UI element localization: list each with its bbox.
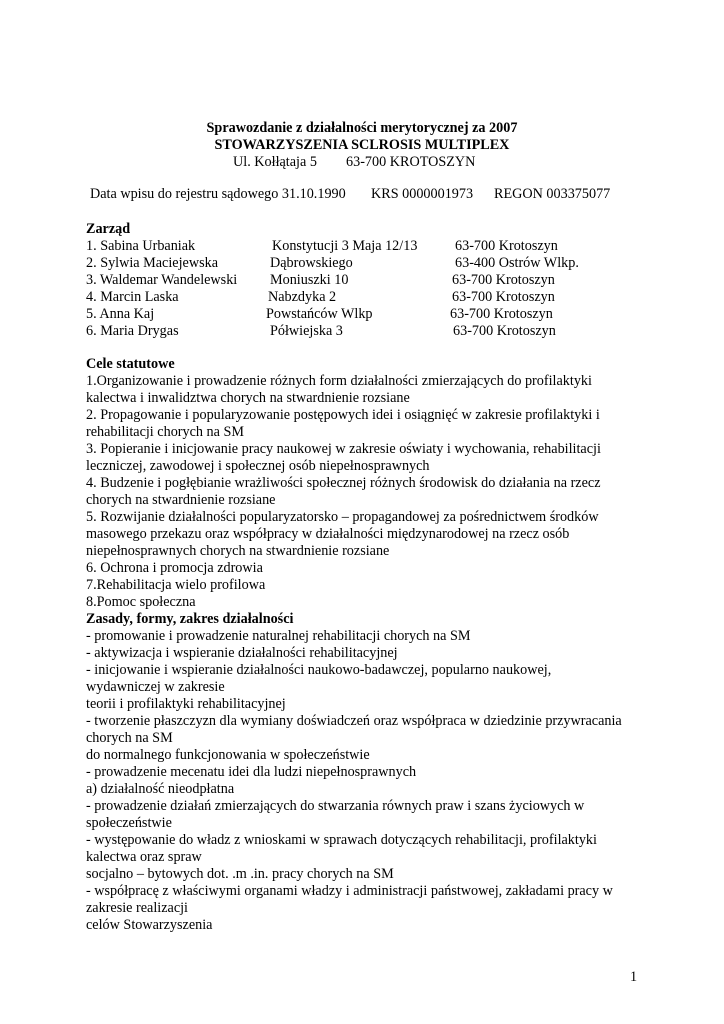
rule-line: wydawniczej w zakresie — [86, 679, 225, 695]
rule-line: do normalnego funkcjonowania w społeczeństwie — [86, 747, 370, 763]
goal-line: 2. Propagowanie i popularyzowanie postępowych idei i osiągnięć w zakresie profilaktyki i — [86, 407, 600, 423]
rule-line: - prowadzenie mecenatu idei dla ludzi niepełnosprawnych — [86, 764, 417, 780]
goal-line: 3. Popieranie i inicjowanie pracy naukowej w zakresie oświaty i wychowania, rehabilitacji — [86, 441, 601, 457]
board-member-name: 5. Anna Kaj — [86, 306, 155, 322]
rule-line: społeczeństwie — [86, 815, 172, 831]
rule-line: - inicjowanie i wspieranie działalności naukowo-badawczej, popularno naukowej, — [86, 662, 552, 678]
board-member-street: Dąbrowskiego — [270, 255, 353, 271]
association-name: STOWARZYSZENIA SCLROSIS MULTIPLEX — [214, 137, 510, 153]
board-member-city: 63-700 Krotoszyn — [452, 272, 555, 288]
board-member-street: Półwiejska 3 — [270, 323, 343, 339]
rule-line: chorych na SM — [86, 730, 173, 746]
board-member-street: Konstytucji 3 Maja 12/13 — [272, 238, 418, 254]
goal-line: niepełnosprawnych chorych na stwardnienie rozsiane — [86, 543, 390, 559]
rule-line: - tworzenie płaszczyzn dla wymiany doświadczeń oraz współpraca w dziedzinie przywracania — [86, 713, 622, 729]
goal-line: masowego przekazu oraz współpracy w działalności międzynarodowej na rzecz osób — [86, 526, 570, 542]
rule-line: teorii i profilaktyki rehabilitacyjnej — [86, 696, 286, 712]
board-member-name: 4. Marcin Laska — [86, 289, 179, 305]
goal-line: rehabilitacji chorych na SM — [86, 424, 244, 440]
board-member-street: Powstańców Wlkp — [266, 306, 373, 322]
goals-heading: Cele statutowe — [86, 356, 175, 372]
goal-line: 4. Budzenie i pogłębianie wrażliwości społecznej różnych środowisk do działania na rzecz — [86, 475, 601, 491]
rule-line: - aktywizacja i wspieranie działalności rehabilitacyjnej — [86, 645, 398, 661]
rule-line: - promowanie i prowadzenie naturalnej rehabilitacji chorych na SM — [86, 628, 471, 644]
address-street: Ul. Kołłątaja 5 — [233, 154, 317, 170]
rule-line: - prowadzenie działań zmierzających do stwarzania równych praw i szans życiowych w — [86, 798, 585, 814]
board-member-city: 63-700 Krotoszyn — [452, 289, 555, 305]
board-member-city: 63-700 Krotoszyn — [450, 306, 553, 322]
registry-krs: KRS 0000001973 — [371, 186, 474, 202]
goal-line: leczniczej, zawodowej i społecznej osób niepełnosprawnych — [86, 458, 430, 474]
goal-line: kalectwa i inwalidztwa chorych na stwardnienie rozsiane — [86, 390, 410, 406]
goal-line: chorych na stwardnienie rozsiane — [86, 492, 276, 508]
board-member-street: Moniuszki 10 — [270, 272, 349, 288]
rule-line: socjalno – bytowych dot. .m .in. pracy chorych na SM — [86, 866, 394, 882]
board-member-street: Nabzdyka 2 — [268, 289, 337, 305]
registry-regon: REGON 003375077 — [494, 186, 611, 202]
rules-heading: Zasady, formy, zakres działalności — [86, 611, 294, 627]
goal-line: 6. Ochrona i promocja zdrowia — [86, 560, 263, 576]
goal-line: 5. Rozwijanie działalności popularyzatorsko – propagandowej za pośrednictwem środków — [86, 509, 599, 525]
rule-line: - współpracę z właściwymi organami władzy i administracji państwowej, zakładami pracy w — [86, 883, 613, 899]
board-member-name: 6. Maria Drygas — [86, 323, 179, 339]
board-member-city: 63-700 Krotoszyn — [455, 238, 558, 254]
rule-line: - występowanie do władz z wnioskami w sprawach dotyczących rehabilitacji, profilaktyki — [86, 832, 597, 848]
page-number: 1 — [630, 969, 638, 985]
board-member-city: 63-700 Krotoszyn — [453, 323, 556, 339]
rule-line: a) działalność nieodpłatna — [86, 781, 235, 797]
goal-line: 7.Rehabilitacja wielo profilowa — [86, 577, 266, 593]
registry-date: Data wpisu do rejestru sądowego 31.10.1990 — [90, 186, 346, 202]
board-member-city: 63-400 Ostrów Wlkp. — [455, 255, 579, 271]
board-member-name: 2. Sylwia Maciejewska — [86, 255, 218, 271]
goal-line: 1.Organizowanie i prowadzenie różnych form działalności zmierzających do profilaktyki — [86, 373, 592, 389]
rule-line: kalectwa oraz spraw — [86, 849, 202, 865]
board-member-name: 3. Waldemar Wandelewski — [86, 272, 238, 288]
board-member-name: 1. Sabina Urbaniak — [86, 238, 196, 254]
rule-line: celów Stowarzyszenia — [86, 917, 213, 933]
address-city: 63-700 KROTOSZYN — [346, 154, 476, 170]
rule-line: zakresie realizacji — [86, 900, 188, 916]
goal-line: 8.Pomoc społeczna — [86, 594, 196, 610]
report-title: Sprawozdanie z działalności merytorycznej za 2007 — [206, 120, 518, 136]
board-heading: Zarząd — [86, 221, 131, 237]
